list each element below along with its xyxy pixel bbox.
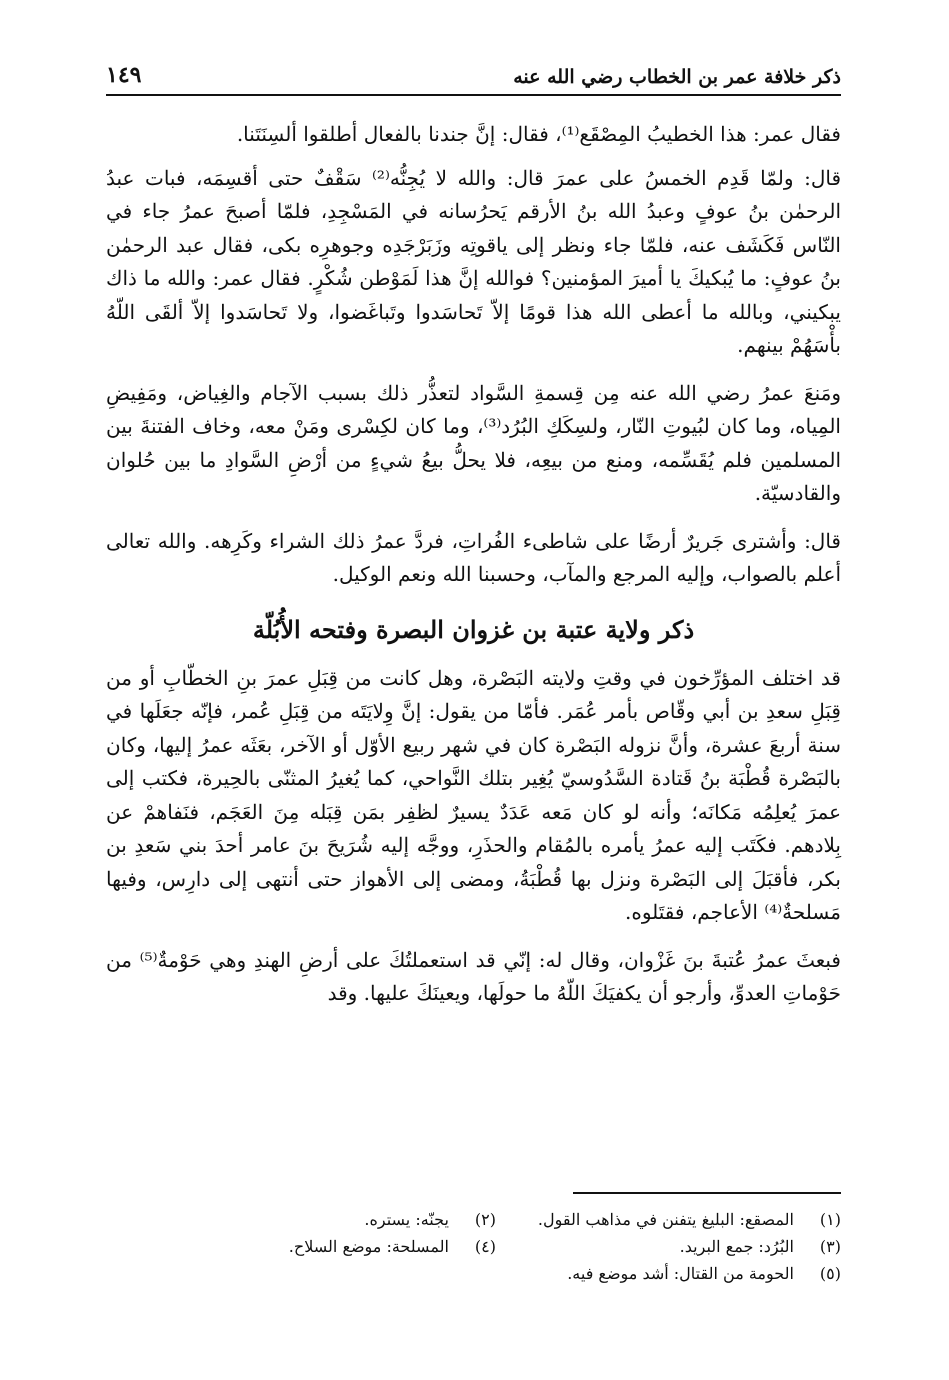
footnote-row [106,1233,841,1260]
page-header [106,58,841,96]
main-text [106,118,841,1011]
footnote-divider [573,1192,841,1194]
footnote-5 [496,1260,841,1287]
footnote-number: (٥) [819,1264,841,1283]
section-paragraph-1: قد اختلف المؤرِّخون في وقتِ ولايته البَصْرة، وهل كانت من قِبَلِ عمرَ بنِ الخطّابِ أو من قِبَلِ سعدِ بن أبي وقّاص بأمر عُمَر. فأمّا من يقول: إنَّ وِلايَتَه من قِبَلِ عُمر، فإنّه جعَلَها في سنة أربعَ عشرة، وأنَّ نزوله البَصْرة كان في شهر ربيع الأوّل أو الآخر، بعَثَه عمرُ إليها، وكان بالبَصْرة قُطْبَة بنُ قَتادة السَّدُوسيّ يُغِير بتلك النَّواحي، كما يُغيرُ المثنّى بالحِيرة، فكتب إلى عمرَ يُعلِمُه مَكانَه؛ وأنه لو كان مَعه عَدَدٌ يسيرٌ لظفِر بمَن قِبَله مِنَ العَجَم، فنَفاهمْ عن بِلادهم. فكَتَب إليه عمرُ يأمره بالمُقام والحذَرِ، ووجَّه إليه شُرَيحَ بنَ عامر أحدَ بني سَعدِ بن بكر، فأقبَلَ إلى البَصْرة ونزل بها قُطْبَةُ، ومضى إلى الأهواز حتى أنتهى إلى دارِس، وفيها مَسلحةٌ⁽⁴⁾ الأعاجم، فقتَلوه. [106,665,841,924]
paragraph-2: قال: ولمّا قَدِم الخمسُ على عمرَ قال: والله لا يُجِنُّه⁽²⁾ سَقْفٌ حتى أقسِمَه، فبات عبدُ الرحمٰن بنُ عوفٍ وعبدُ الله بنُ الأرقم يَحرُسانه في المَسْجِدِ، فلمّا أصبحَ عمرُ جاء في النّاس فَكَشَف عنه، فلمّا جاء ونظر إلى ياقوتِه وزَبَرْجَدِه وجوهرِه بكى، فقال عبد الرحمٰن بنُ عوفٍ: ما يُبكيكَ يا أميرَ المؤمنين؟ فوالله إنَّ هذا لَمَوْطن شُكْرٍ. فقال عمر: والله ما ذاك يبكيني، وبالله ما أعطى الله هذا قومًا إلاّ تَحاسَدوا وتَباغَضوا، ولا تَحاسَدوا إلاّ ألقَى اللّهُ بأْسَهُمْ بينهم. [106,165,842,357]
footnote-number: (١) [819,1210,841,1229]
footnote-text: الحومة من القتال: أشد موضع فيه. [567,1264,794,1283]
footnote-row [106,1206,841,1233]
footnote-row [106,1260,841,1287]
footnote-4 [151,1233,496,1260]
section-title: ذكر ولاية عتبة بن غزوان البصرة وفتحه الأُبُلّة [252,614,695,644]
footnote-text: المصقع: البليغ يتفنن في مذاهب القول. [537,1210,794,1229]
footnote-text: يجنّه: يستره. [364,1210,449,1229]
paragraph-4: قال: وأشترى جَريرٌ أرضًا على شاطىء الفُراتِ، فردَّ عمرُ ذلك الشراء وكَرِهه. والله تعالى أعلم بالصواب، وإليه المرجع والمآب، وحسبنا الله ونعم الوكيل. [106,528,841,586]
footnote-3 [496,1233,841,1260]
footnote-2 [151,1206,496,1233]
footnote-text: البُرُد: جمع البريد. [679,1237,794,1256]
running-head: ذكر خلافة عمر بن الخطاب رضي الله عنه [513,66,841,88]
paragraph-1: فقال عمر: هذا الخطيبُ المِصْقَع⁽¹⁾، فقال: إنَّ جندنا بالفعال أطلقوا ألسِنَتَنا. [236,122,841,146]
footnote-1 [496,1206,841,1233]
footnote-number: (٤) [474,1237,496,1256]
footnote-number: (٣) [819,1237,841,1256]
footnote-number: (٢) [474,1210,496,1229]
paragraph-3: ومَنعَ عمرُ رضي الله عنه مِن قِسمةِ السَّواد لتعذُّر ذلك بسبب الآجام والغِياض، ومَفِيضِ المِياه، وما كان لبُيوتِ النّار، ولسِكَكِ البُرُد⁽³⁾، وما كان لكِسْرى ومَنْ معه، وخاف الفتنةَ بين المسلمين فلم يُقَسِّمه، ومنع من بيعِه، فلا يحلُّ بيعُ شيءٍ من أرْضِ السَّوادِ ما بين حُلوان والقادسيّة. [106,380,841,505]
section-paragraph-2: فبعثَ عمرُ عُتبةَ بنَ غَزْوان، وقال له: إنّي قد استعملتُكَ على أرضِ الهندِ وهي حَوْمةٌ⁽⁵⁾ من حَوْماتِ العدوِّ، وأرجو أن يكفيَكَ اللّهُ ما حولَها، ويعينَكَ عليها. وقد [106,947,841,1005]
footnotes [106,1206,841,1287]
page-number: ١٤٩ [106,62,142,88]
footnote-text: المسلحة: موضع السلاح. [288,1237,449,1256]
